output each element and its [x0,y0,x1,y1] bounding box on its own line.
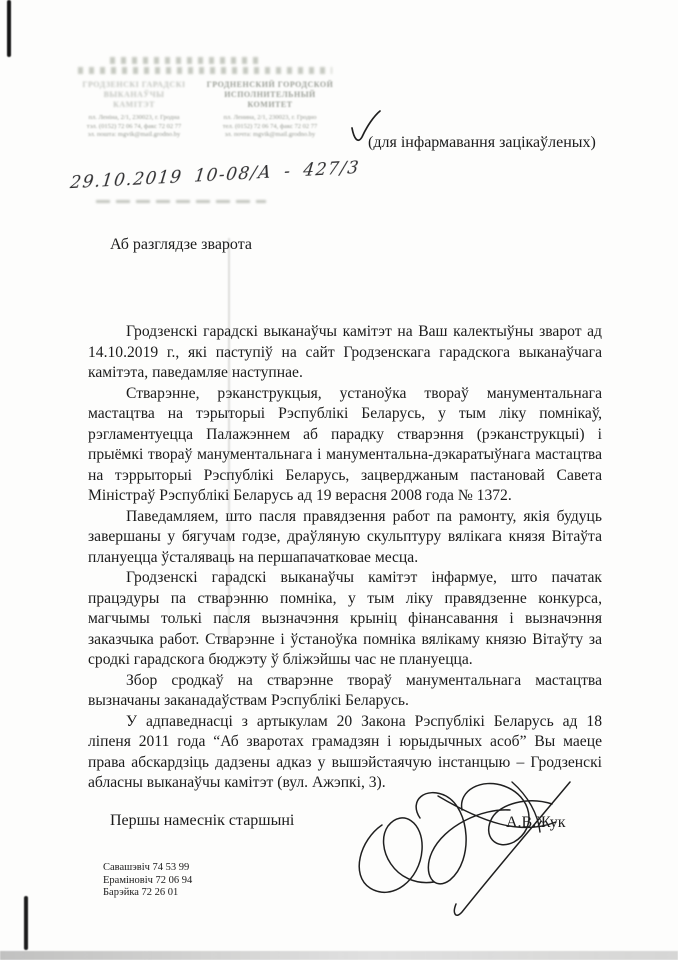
letter-body [88,322,602,794]
paragraph: У адпаведнасці з артыкулам 20 Закона Рэспублікі Беларусь ад 18 ліпеня 2011 года “Аб зваротах грамадзян і юрыдычных асоб” Вы маеце права абскардзіць дадзены адказ у вышэйстаячую інстанцыю – Гродзенскі абласны выканаўчы камітэт (вул. Ажэпкі, 3). [88,712,602,791]
letterhead-address-line: эл. почта: mgvik@mail.grodno.by [224,131,316,138]
letterhead-org-line: КАМІТЭТ [113,100,155,109]
letterhead-smudge [110,57,260,64]
letterhead-address-line: тел. (0152) 72 06 74, факс 72 02 77 [222,122,318,130]
letterhead-column-belarusian [70,80,198,140]
letterhead-address-line: пл. Ленина, 2/1, 230023, г. Гродно [223,114,317,121]
paragraph: Гродзенскі гарадскі выканаўчы камітэт інфармуе, што пачатак працэдуры па стварэнню помніка, у тым ліку правядзенне конкурса, магчымы толькі пасля вызначэння крыніц фінансавання і вызначэння заказчыка работ. Стварэнне і ўстаноўка помніка вялікаму князю Вітаўту за сродкі гарадскога бюджэту ў бліжэйшы час не плануецца. [88,569,602,668]
paragraph: Збор сродкаў на стварэнне твораў манументальнага мастацтва вызначаны заканадаўствам Рэспублікі Беларусь. [88,671,602,709]
letterhead-org-line: ГРОДЗЕНСКІ ГАРАДСКІ [82,80,186,89]
paragraph: Гродзенскі гарадскі выканаўчы камітэт на Ваш калектыўны зварот ад 14.10.2019 г., які паступіў на сайт Гродзенскага гарадскога выканаўчага камітэта, паведамляе наступнае. [88,323,602,381]
faint-stamp-line [96,200,266,203]
signer-name: А.В.Жук [506,814,566,831]
scan-bottom-shadow [0,951,678,960]
handwritten-registration-number: 29.10.2019 10-08/А - 427/3 [68,158,361,194]
letterhead-org-line: КОМИТЕТ [247,100,293,109]
letterhead-address-line: тэл. (0152) 72 06 74, факс 72 02 77 [86,122,182,130]
subject-line: Аб разглядзе зварота [110,236,252,253]
letterhead-smudge [78,67,332,74]
letterhead-org-line: ГРОДНЕНСКИЙ ГОРОДСКОЙ [206,80,334,89]
signer-position: Першы намеснік старшыні [110,812,295,829]
letterhead-org-line: ВЫКАНАЎЧЫ [103,90,165,99]
paragraph: Стварэнне, рэканструкцыя, устаноўка твораў манументальнага мастацтва на тэрыторыі Рэспублікі Беларусь, у тым ліку помнікаў, рэгламентуецца Палажэннем аб парадку стварэння (рэканструкцыі) і прыёмкі твораў манументальнага і манументальна-дэкаратыўнага мастацтва на тэррыторыі Рэспублікі Беларусь, зацверджаным пастановай Савета Міністраў Рэспублікі Беларусь ад 19 верасня 2008 года № 1372. [88,384,602,504]
letterhead-address-line: пл. Леніна, 2/1, 230023, г. Гродна [88,114,180,121]
letterhead-column-russian [206,80,334,140]
letterhead-stamp [70,54,340,140]
handwritten-signature [342,770,577,925]
contact-line: Савашэвіч 74 53 99 [103,862,190,873]
scan-edge-mark-bottom [24,896,28,950]
contact-line: Ерамінoвіч 72 06 94 [103,874,193,886]
contact-line: Барэйка 72 26 01 [103,887,179,898]
paragraph: Паведамляем, што пасля правядзення работ па рамонту, якія будуць завершаны у бягучам годзе, драўляную скульптуру вялікага князя Вітаўта плануецца ўсталяваць на першапачатковае месца. [88,507,602,566]
letterhead-org-line: ИСПОЛНИТЕЛЬНЫЙ [224,90,316,99]
scan-edge-mark-top [7,0,11,57]
letterhead-address-line: эл. пошта: mgvik@mail.grodno.by [87,131,181,138]
contact-phone-list [103,862,192,900]
distribution-note: (для інфармавання зацікаўленых) [368,134,596,151]
